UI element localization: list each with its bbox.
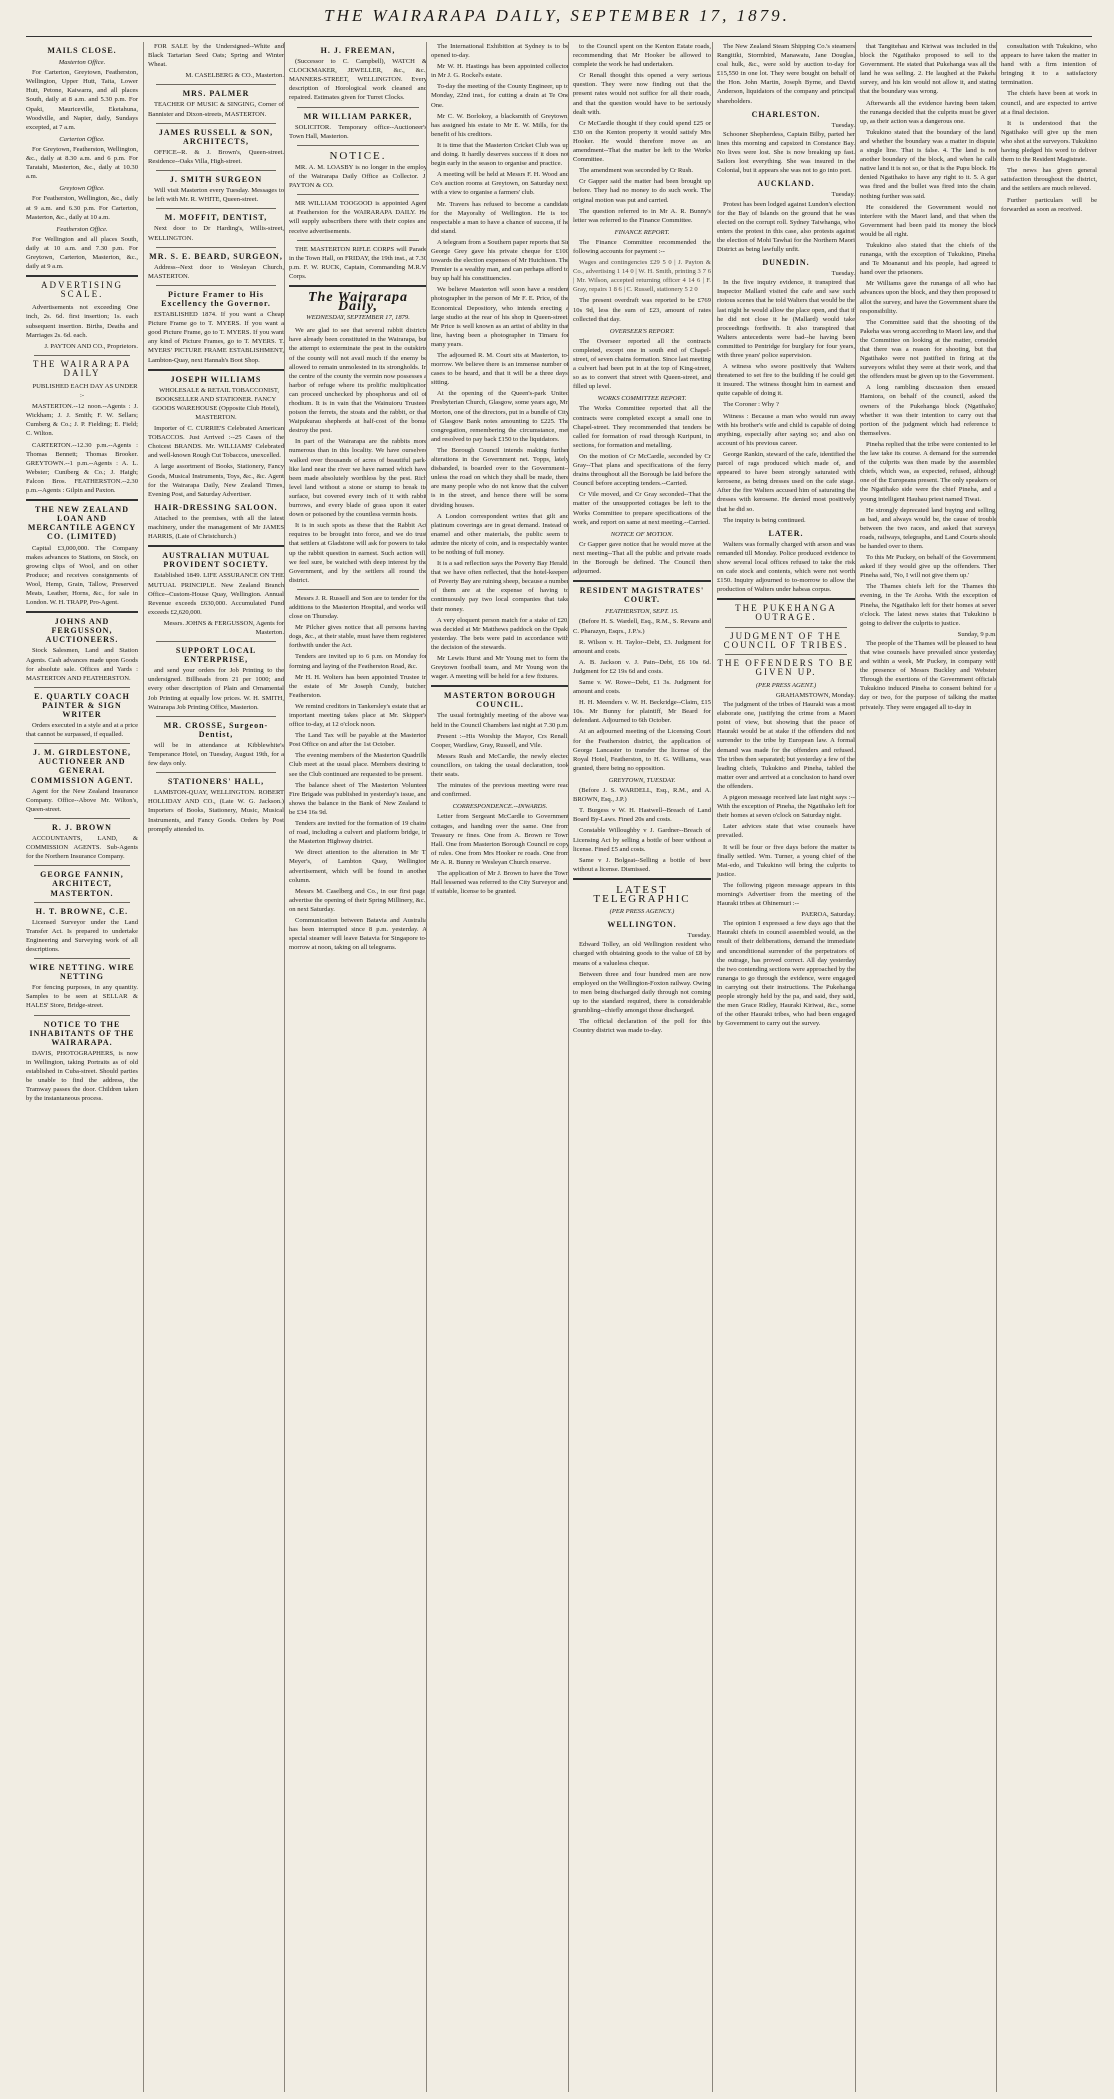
divider bbox=[34, 902, 130, 903]
pukehanga-text: He strongly deprecated land buying and selling, as bad, and always would be, the cause of trouble between the two races, and asked that surveys, roads, railways, telegraphs, and Land Courts should be handed over to them. bbox=[860, 506, 997, 550]
council-text: The question referred to in Mr A. R. Bunny's letter was referred to the Finance Committee. bbox=[573, 207, 711, 224]
pukehanga-text: The people of the Thames will be pleased to hear that wise counsels have prevailed since yesterday, and within a week, Mr Puckey, in company with the presence of Messrs Buckley and Webster. Through the exertions of the Government officials Tukukino induced Pineha to consent behind for a day or two, for the purpose of talking the matter privately. They were engaged all to-day in bbox=[860, 639, 997, 711]
divider bbox=[34, 1015, 130, 1016]
sunday-label: Sunday, 9 p.m. bbox=[957, 630, 997, 638]
divider bbox=[297, 107, 419, 108]
divider bbox=[717, 598, 855, 600]
divider bbox=[725, 627, 847, 628]
works-report-subheading: WORKS COMMITTEE REPORT. bbox=[597, 395, 687, 403]
greytown-date: GREYTOWN, TUESDAY. bbox=[608, 776, 676, 784]
news-item: The adjourned R. M. Court sits at Masterton, to-morrow. We believe there is an immense number of cases to be heard, and that it will be a three days' sitting. bbox=[431, 352, 569, 387]
news-item: The International Exhibition at Sydney is to be opened to-day. bbox=[431, 43, 569, 60]
divider bbox=[725, 654, 847, 655]
girdlestone-heading: J. M. GIRDLESTONE, AUCTIONEER AND GENERAL COMMISSION AGENT. bbox=[30, 748, 134, 785]
divider bbox=[156, 123, 276, 124]
news-item: A very eloquent person match for a stake of £20, was decided at Mr Matthews paddock on the Opaki yesterday. The bets were paid in accordance with the decision of the stewards. bbox=[431, 616, 569, 651]
dunedin-subheading: DUNEDIN. bbox=[762, 258, 810, 268]
wire-netting-heading: WIRE NETTING. WIRE NETTING bbox=[29, 963, 135, 982]
davis-photographers-text: DAVIS, PHOTOGRAPHERS, is now in Wellington, taking Portraits as of old established in Cuba-street. Should parties be unable to find the address, the Tramway passes the door. Children taken by the instantaneous process. bbox=[26, 1049, 138, 1103]
press-agency-note: (PER PRESS AGENCY.) bbox=[609, 908, 675, 916]
moffit-text: Next door to Dr Harding's, Willis-street, WELLINGTON. bbox=[148, 225, 284, 242]
column-8 bbox=[996, 42, 1097, 2092]
day-label: Tuesday. bbox=[831, 121, 855, 129]
council-text: The Finance Committee recommended the following accounts for payment :-- bbox=[573, 238, 711, 255]
council-text: The amendment was seconded by Cr Rush. bbox=[579, 167, 694, 175]
other-agents: CARTERTON.--12.30 p.m.--Agents : Thomas Bennett; Thomas Brooker. GREYTOWN.--1 p.m.--Agents : A. L. Webster; Cuniberg & Co.; J. Haigh; Falcon Bros. FEATHERSTON.--2.30 p.m.--Agents : Gilpin and Paxton. bbox=[26, 441, 138, 495]
notice-heading: NOTICE. bbox=[329, 149, 387, 162]
news-item: A telegram from a Southern paper reports that Sir George Grey gave his private cheque for £100 towards the election expenses of Mr Hutchison. The Premier is a wealthy man, and can perhaps afford to buy up half his constituencies. bbox=[431, 238, 569, 283]
brown-heading: R. J. BROWN bbox=[52, 822, 112, 832]
telegram-text: In the five inquiry evidence, it transpired that Inspector Mallard visited the cafe and saw such riotous scenes that he told Walters that would be the last night he would allow the place open, and that if he did not close it he (Mallard) would take proceedings forthwith. It also transpired that Walters antecedents were bad--he having been committed to Pentridge for burglary for four years, with three years' police supervision. bbox=[717, 279, 855, 359]
telegram-text: The Coroner : Why ? bbox=[723, 401, 779, 409]
johns-fergusson-text: Stock Salesmen, Land and Station Agents. Cash advances made upon Goods for absolute sale. Offices and Yards : MASTERTON AND FEATHERSTON. bbox=[26, 647, 138, 682]
news-item: Mr. Travers has refused to become a candidate for the Mayoralty of Wellington. He is too respectable a man to have a chance of success, if he did stand. bbox=[431, 200, 569, 235]
divider bbox=[289, 285, 427, 287]
divider bbox=[148, 369, 284, 371]
column-5 bbox=[568, 42, 711, 2092]
council-text: The Overseer reported all the contracts completed, except one in south end of Chapel-street, of seven chains formation. Since last meeting a culvert had been put in at the top of King-street, so as to convert that street with Queen-street, and filled up level. bbox=[573, 337, 711, 391]
telegram-text: Schooner Shepherdess, Captain Bilby, parted her lines this morning and capsized in Constance Bay. No lives were lost. She is now breaking up fast. Sailors lost everything. She was insured in the Colonial, but it appears she was not to go into port. bbox=[717, 130, 855, 175]
divider bbox=[26, 611, 138, 613]
council-text: Letter from Sergeant McCardle to Government cottages, and handing over the same. One from Treasury re fines. One from A. Brown re Town Hall. One from Masterton Borough Council re copy of rules. One from Mrs Hooker re roads. One from Mr A. R. Bunny re Wesleyan Church reserve. bbox=[431, 813, 569, 866]
court-text: A. B. Jackson v. J. Pain--Debt, £6 10s 6d. Judgment for £2 19s 6d and costs. bbox=[573, 658, 711, 675]
telegram-text: The inquiry is being continued. bbox=[723, 516, 806, 524]
support-enterprise-heading: SUPPORT LOCAL ENTERPRISE, bbox=[175, 646, 257, 665]
amp-text: Established 1849. LIFE ASSURANCE ON THE MUTUAL PRINCIPLE. New Zealand Branch Office--Custom-House Quay, Wellington. Annual Revenue exceeds £630,000. Accumulated Fund exceeds £2,620,000. bbox=[148, 572, 284, 616]
smith-surgeon-heading: J. SMITH SURGEON bbox=[169, 175, 263, 185]
featherston-mail-times: For Wellington and all places South, daily at 10 a.m. and 7.30 p.m. For Greytown, Carterton, Masterton, &c., daily at 9 a.m. bbox=[26, 235, 138, 271]
russell-heading: JAMES RUSSELL & SON, ARCHITECTS, bbox=[158, 127, 274, 146]
divider bbox=[156, 84, 276, 85]
telegram-text: Between three and four hundred men are now employed on the Wellington-Foxton railway. Owing to men being discharged daily through not coming up to the standard required, there is considerable grumbling--chiefly amongst those discharged. bbox=[573, 970, 711, 1014]
loan-agency-text: Capital £3,000,000. The Company makes advances to Stations, on Stock, on growing clips of Wool, and on other Produce; and receives consignments of Wool, Hemp, Grain, Tallow, Preserved Meats, Leather, Horns, &c., for sale in London. W. H. TRAPP, Pro-Agent. bbox=[26, 544, 138, 607]
hairdressing-text: Attached to the premises, with all the latest machinery, under the management of Mr JAMES HARRIS, (Late of Christchurch.) bbox=[148, 514, 284, 541]
news-item: A London correspondent writes that gilt and platinum coverings are in great demand. Instead of enamel and other materials, the public seem to admire the nicety of coin, and is respectably wanted to be nothing of full money. bbox=[431, 512, 569, 556]
divider bbox=[297, 194, 419, 195]
johns-fergusson-heading: JOHNS AND FERGUSSON, AUCTIONEERS. bbox=[45, 617, 119, 645]
news-item: It is a sad reflection says the Poverty Bay Herald, that we have often reflected, that the hotel-keepers of Poverty Bay are ruining sheep, because a number of them are at the expense of having to continuously pay two local companies that take their money. bbox=[431, 560, 569, 613]
pukehanga-text: A pigeon message received late last night says :--With the exception of Pineha, the Ngatihako left for their homes at seven o'clock on Saturday night. bbox=[717, 794, 855, 820]
news-item: Tenders are invited for the formation of 19 chains of road, including a culvert and platform bridge, in the Masterton Highway district. bbox=[289, 820, 427, 846]
news-item: Messrs M. Caselberg and Co., in our first page, advertise the opening of their Spring Millinery, &c., on next Saturday. bbox=[289, 887, 427, 913]
court-text: Same v J. Bolgeat--Selling a bottle of beer without a license. Dismissed. bbox=[573, 856, 711, 873]
divider bbox=[156, 208, 276, 209]
pukehanga-text: that Tangitehau and Kiriwai was included in the block the Ngatihako proposed to sell to the Government. He stated that Pukehanga was all the land he was selling. 2. He laughed at the Pakeha survey, and his kin would not allow it, and stating that the boundary was wrong. bbox=[860, 43, 997, 96]
stationers-hall-heading: STATIONERS' HALL, bbox=[167, 777, 265, 787]
divider bbox=[26, 275, 138, 277]
freeman-heading: H. J. FREEMAN, bbox=[320, 46, 396, 55]
news-item: Mr Pilcher gives notice that all persons having dogs, &c., at their stable, must have them registered forthwith under the Act. bbox=[289, 624, 427, 650]
wire-netting-text: For fencing purposes, in any quantity. Samples to be seen at SELLAR & HALES' Store, Bridge-street. bbox=[26, 984, 138, 1010]
auckland-subheading: AUCKLAND. bbox=[757, 179, 815, 189]
court-text: (Before H. S. Wardell, Esq., R.M., S. Revans and C. Pharazyn, Esqrs., J.P.'s.) bbox=[573, 618, 711, 635]
column-3 bbox=[284, 42, 427, 2092]
court-text: Same v. W. Rowe--Debt, £1 3s. Judgment for amount and costs. bbox=[573, 679, 711, 696]
news-item: The evening members of the Masterton Quadrille Club meet at the usual place. Members desiring to see the Club continued are requested to be present. bbox=[289, 752, 427, 778]
court-text: At an adjourned meeting of the Licensing Court for the Featherston district, the application of George Lancaster to transfer the license of the Royal Hotel, Featherston, to H. G. Williams, was granted, there being no opposition. bbox=[573, 728, 711, 772]
divider bbox=[297, 240, 419, 241]
stationers-hall-text: LAMBTON-QUAY, WELLINGTON. ROBERT HOLLIDAY AND CO., (Late W. G. Jackson.) Importers of Books, Stationery, Music, Musical Instruments, and Fancy Goods. Orders by Post promptly attended to. bbox=[148, 789, 284, 833]
williams-tobacco-text: Importer of C. CURRIE'S Celebrated American TOBACCOS. Just Arrived :--25 Cases of the Choicest BRANDS. Mr. WILLIAMS' Celebrated and well-known Rough Cut Tobaccos, unexcelled. bbox=[148, 425, 284, 460]
grahamstown-label: GRAHAMSTOWN, Monday. bbox=[775, 692, 855, 699]
telegram-text: Walters was formally charged with arson and was remanded till Monday. Police produced evidence to show several local offices refused to take the risk on cafe stock and contents, which were not worth £150. Inquiry adjourned to to-morrow to allow the production of Walters under habeas corpus. bbox=[717, 540, 855, 594]
joseph-williams-heading: JOSEPH WILLIAMS bbox=[170, 374, 262, 384]
pukehanga-text: Tukukino stated that the boundary of the land, and whether the boundary was a matter in dispute, a single line. That is false. 4. The land is not another boundary of the block, and when he calls native land it is not so, or that is the Pupu block. He denied Ngatihako to have any right to it. 5. A gun was fired and the bullet was fired into the chain, nothing further was said. bbox=[860, 128, 997, 200]
column-2 bbox=[143, 42, 284, 2092]
divider bbox=[34, 818, 130, 819]
pukehanga-text: He considered the Government would not interfere with the Maori land, and that when the Government had been paid its money the block would be all right. bbox=[860, 203, 997, 238]
fannin-heading: GEORGE FANNIN, ARCHITECT, MASTERTON. bbox=[40, 870, 124, 898]
editorial-date: WEDNESDAY, SEPTEMBER 17, 1879. bbox=[306, 314, 410, 322]
council-text: The Works Committee reported that all the contracts were completed except a small one in Chapel-street. They recommended that tenders be called for formation of road through Kuripuni, in sections, for formation and metalling. bbox=[573, 405, 711, 449]
toogood-notice: MR WILLIAM TOOGOOD is appointed Agent at Featherston for the WAIRARAPA DAILY. He will supply subscribers there with their copies and receive advertisements. bbox=[289, 200, 427, 235]
rm-court-heading: RESIDENT MAGISTRATES' COURT. bbox=[579, 586, 705, 605]
divider bbox=[156, 772, 276, 773]
pukehanga-text: It will be four or five days before the matter is finally settled. Wm. Turner, a young chief of the Mai-edo, and Tukukino will bring the culprits to justice. bbox=[717, 843, 855, 878]
featherston-office-subheading: Featherston Office. bbox=[56, 225, 108, 233]
divider bbox=[431, 685, 569, 687]
divider bbox=[156, 285, 276, 286]
wellington-subheading: WELLINGTON. bbox=[607, 920, 677, 930]
borough-council-heading: MASTERTON BOROUGH COUNCIL. bbox=[444, 691, 556, 710]
pukehanga-text: Later advices state that wise counsels have prevailed. bbox=[717, 823, 855, 840]
divider bbox=[573, 878, 711, 880]
divider bbox=[156, 716, 276, 717]
pukehanga-text: The opinion I expressed a few days ago that the Hauraki chiefs in council assembled would, as the result of their deliberations, demand the immediate and unconditional surrender of the perpetrators of the outrage, has proved correct. All day yesterday the two contending sections were approached by the runanga to go through the evidence, were engaged in carrying out their instructions. The Pukehanga people strongly held by the pa, and said, they said, the men Grace Ridley, Hauraki Kiriwai, &c., some of the other Hauraki tribes, who had been engaged by Government to carry out the survey. bbox=[717, 920, 855, 1028]
council-text: Cr Renall thought this opened a very serious question. They were now finding out that the present rates would not suffice for all their roads, and that the question would have to be seriously dealt with. bbox=[573, 72, 711, 116]
loan-agency-heading: THE NEW ZEALAND LOAN AND MERCANTILE AGENCY CO. (LIMITED) bbox=[27, 505, 137, 542]
news-item: We remind creditors in Tankersley's estate that an important meeting takes place at Mr. Skipper's office to-day, at 12 o'clock noon. bbox=[289, 702, 427, 729]
notice-inhabitants-heading: NOTICE TO THE INHABITANTS OF THE WAIRARAPA. bbox=[29, 1019, 135, 1047]
charleston-subheading: CHARLESTON. bbox=[751, 109, 821, 119]
news-item: The Land Tax will be payable at the Masterton Post Office on and after the 1st October. bbox=[289, 732, 427, 749]
news-item: A meeting will be held at Messrs F. H. Wood and Co's auction rooms at Greytown, on Saturday next, with a view to organise a farmers' club. bbox=[431, 171, 569, 197]
editorial-p2: In part of the Wairarapa are the rabbits more numerous than in this locality. We have ourselves walked over thousands of acres of beautiful park-like land near the river we have named which have been made absolutely worthless by the pest. Rich level land without a stone or stump to break its surface, but covered every inch of it with rabbit burrows, and every blade of grass upon it eaten down or poisoned by the countless vermin hosts. bbox=[289, 438, 427, 519]
editorial-masthead: The Wairarapa Daily, bbox=[308, 289, 408, 315]
news-item: Tenders are invited up to 6 p.m. on Monday for forming and laying of the Featherston Road, &c. bbox=[289, 653, 427, 670]
court-text: T. Burgess v W. H. Hastwell--Breach of Land Board By-Laws. Fined 20s and costs. bbox=[573, 807, 711, 824]
caselberg-signature: M. CASELBERG & CO., Masterton. bbox=[185, 72, 284, 80]
russell-text: OFFICE--R. & J. Brown's, Queen-street. Residence--Oaks Villa, High-street. bbox=[148, 148, 284, 165]
council-text: The usual fortnightly meeting of the above was held in the Council Chambers last night at 7.30 p.m. bbox=[431, 712, 569, 729]
proprietors: J. PAYTON AND CO., Proprietors. bbox=[44, 342, 138, 350]
accounts-list: Wages and contingencies £29 5 0 | J. Payton & Co., advertising 1 14 0 | W. H. Smith, printing 3 7 6 | Mr. Wilson, accepted returning officer 4 14 6 | F. Gray, repairs 1 8 6 | C. Russell, stationery 5 2 0 bbox=[573, 259, 711, 294]
freeman-text: (Successor to C. Campbell), WATCH & CLOCKMAKER, JEWELLER, &c., &c., MANNERS-STREET, WELLINGTON. Every description of Horological work cleaned and repaired. Estimates given for Turret Clocks. bbox=[289, 58, 427, 102]
news-item: Mr H. H. Wolters has been appointed Trustee in the estate of Mr Joseph Cundy, butcher, Featherston. bbox=[289, 673, 427, 699]
picture-framer-heading: Picture Framer to His Excellency the Governor. bbox=[161, 289, 271, 308]
pukehanga-text: Afterwards all the evidence having been taken, the runanga decided that the culprits must be given up, as their action was a dangerous one. bbox=[860, 99, 997, 125]
news-item: We direct attention to the alteration in Mr T. Meyer's, of Lambton Quay, Wellington advertisement, which will be found in another column. bbox=[289, 849, 427, 884]
hairdressing-heading: HAIR-DRESSING SALOON. bbox=[154, 502, 278, 512]
news-item: Mr C. W. Borlokoy, a blacksmith of Greytown, has assigned his estate to Mr E. W. Mills, for the benefit of his creditors. bbox=[431, 112, 569, 138]
brown-text: ACCOUNTANTS, LAND, & COMMISSION AGENTS. Sub-Agents for the Northern Insurance Company. bbox=[26, 835, 138, 861]
press-agent-note: (PER PRESS AGENT.) bbox=[755, 681, 817, 689]
advertising-scale-text: Advertisements not exceeding One inch, 2s. 6d. first insertion; 1s. each subsequent insertion. Births, Deaths and Marriages 2s. 6d. each. bbox=[26, 304, 138, 339]
divider bbox=[34, 743, 130, 744]
quartly-heading: E. QUARTLY COACH PAINTER & SIGN WRITER bbox=[34, 691, 130, 719]
council-text: to the Council spent on the Kenton Estate roads, recommending that Mr Hooker be allowed to complete the work he had undertaken. bbox=[573, 43, 711, 69]
council-text: Present :--His Worship the Mayor, Crs Renall, Cooper, Wardlaw, Gray, Russell, and Vile. bbox=[431, 732, 569, 749]
pukehanga-text: The Thames chiefs left for the Thames this evening, in the Te Aroha. With the exception of Pineha, the Ngatihako left for their homes at seven o'clock. The latest news states that Tukukino is going to deliver the culprits to justice. bbox=[860, 583, 997, 627]
latest-telegraphic-heading: LATEST TELEGRAPHIC bbox=[593, 883, 691, 905]
council-text: On the motion of Cr McCardle, seconded by Cr Gray--That plans and specifications of the ferry drains throughout all the Borough be laid before the Council before accepting tenders.--Carried. bbox=[573, 452, 711, 488]
support-enterprise-text: and send your orders for Job Printing to the undersigned. Billheads from 21 per 1000; and every other description of Plain and Ornamental Job Printing at equally low prices. W. H. SMITH, Wairarapa Job Printing Office, Masterton. bbox=[148, 667, 284, 711]
news-item: The balance sheet of The Masterton Volunteer Fire Brigade was published in yesterday's issue, and shows the balance in the Bank of New Zealand to be £34 16s 9d. bbox=[289, 781, 427, 816]
williams-subtitle: WHOLESALE & RETAIL TOBACCONIST, BOOKSELLER AND STATIONER. FANCY GOODS WAREHOUSE (Opposite Club Hotel), MASTERTON. bbox=[152, 386, 280, 421]
loasby-notice: MR. A. M. LOASBY is no longer in the employ of the Wairarapa Daily Office as Collector. J. PAYTON & CO. bbox=[289, 163, 427, 190]
crosse-text: will be in attendance at Kibblewhite's Temperance Hotel, on Tuesday, August 19th, for a few days only. bbox=[148, 741, 284, 768]
pukehanga-text: The chiefs have been at work in council, and are expected to arrive at a final decision. bbox=[1001, 90, 1097, 116]
offenders-heading: THE OFFENDERS TO BE GIVEN UP. bbox=[717, 657, 855, 677]
court-text: (Before J. S. WARDELL, Esq., R.M., and A. BROWN, Esq., J.P.) bbox=[573, 787, 711, 804]
myers-text: ESTABLISHED 1874. If you want a Cheap Picture Frame go to T. MYERS. If you want a good Picture Frame, go to T. MYERS. If you want any kind of Picture Frames, go to T. MYERS. T. MYERS' PICTURE FRAME ESTABLISHMENT, Lambton-Quay, next Hannah's Boot Shop. bbox=[148, 311, 284, 364]
mrs-palmer-text: TEACHER OF MUSIC & SINGING, Corner of Bannister and Dixon-streets, MASTERTON. bbox=[148, 101, 284, 118]
telegram-text: Edward Tolley, an old Wellington resident who charged with obtaining goods to the value of £8 by means of a valueless cheque. bbox=[573, 941, 711, 967]
mrs-palmer-heading: MRS. PALMER bbox=[182, 89, 250, 99]
pukehanga-text: Tukukino also stated that the chiefs of the runanga, with the exception of Tukukino, Pineha, and Te Moananui and his people, had agreed to hand over the prisoners. bbox=[860, 241, 997, 277]
williams-goods-text: A large assortment of Books, Stationery, Fancy Goods, Musical Instruments, Toys, &c., &c. Agent for the Wairarapa Daily, New Zealand Times, Evening Post, and Saturday Advertiser. bbox=[148, 463, 284, 498]
tuesday-label: Tuesday. bbox=[687, 932, 711, 940]
moffit-heading: M. MOFFIT, DENTIST, bbox=[164, 213, 268, 223]
parker-heading: MR WILLIAM PARKER, bbox=[303, 111, 413, 121]
court-text: Constable Willoughby v J. Gardner--Breach of Licensing Act by selling a bottle of beer without a license. Fined £5 and costs. bbox=[573, 827, 711, 853]
divider bbox=[34, 865, 130, 866]
judgment-heading: JUDGMENT OF THE COUNCIL OF TRIBES. bbox=[723, 630, 849, 650]
column-6 bbox=[712, 42, 855, 2092]
carterton-office-subheading: Carterton Office. bbox=[59, 135, 105, 143]
overseer-report-subheading: OVERSEER'S REPORT. bbox=[609, 327, 675, 335]
news-item: Messrs J. R. Russell and Son are to tender for the additions to the Masterton Hospital, and works will close on Thursday. bbox=[289, 594, 427, 621]
news-item: At the opening of the Queen's-park United Presbyterian Church, Glasgow, some years ago, Mr. Morton, one of the directors, put in a bundle of City of Glasgow Bank notes amounting to £225. The congregation, remembering the circumstance, met and resolved to pay back £150 to the liquidators. bbox=[431, 390, 569, 443]
telegram-text: The official declaration of the poll for this Country district was made to-day. bbox=[573, 1018, 711, 1035]
court-text: H. H. Meenders v. W. H. Beckridge--Claim, £15 10s. Mr Bunny for plaintiff, Mr Beard for defendant. Adjourned to 6th October. bbox=[573, 699, 711, 725]
column-4 bbox=[426, 42, 569, 2092]
notice-of-motion-subheading: NOTICE OF MOTION. bbox=[610, 530, 674, 538]
news-item: It is time that the Masterton Cricket Club was up and doing. It hardly deserves success if it does not begin early in the season to organise and practice. bbox=[431, 141, 569, 168]
pukehanga-text: The following pigeon message appears in this morning's Advertiser from the meeting of the Hauraki tribes at Ohinemuri :-- bbox=[717, 881, 855, 908]
pukehanga-text: The news has given general satisfaction throughout the district, and the settlers are much relieved. bbox=[1001, 167, 1097, 193]
divider bbox=[34, 687, 130, 688]
girdlestone-text: Agent for the New Zealand Insurance Company. Office--Above Mr. Wilton's, Queen-street. bbox=[26, 787, 138, 813]
pukehanga-heading: THE PUKEHANGA OUTRAGE. bbox=[735, 603, 837, 623]
quartly-text: Orders executed in a style and at a price that cannot be surpassed, if equalled. bbox=[26, 722, 138, 739]
beard-text: Address--Next door to Wesleyan Church, MASTERTON. bbox=[148, 263, 284, 280]
finance-report-subheading: FINANCE REPORT. bbox=[614, 228, 670, 236]
amp-agents: Messrs. JOHNS & FERGUSSON, Agents for Masterton. bbox=[163, 619, 284, 636]
news-item: The Borough Council intends making further alterations in the Government net. Topps, lately disbanded, is boarded over to the Government--unless the road on which they shall be made, there are many people who do not know that the culvert is in the street, and hence there will be some dividing houses. bbox=[431, 446, 569, 509]
news-item: Mr Lewis Hurst and Mr Young met to form the Greytown football team, and Mr Young won the wager. A meeting will be held for a few fixtures. bbox=[431, 655, 569, 681]
wairarapa-daily-heading: THE WAIRARAPA DAILY bbox=[32, 358, 132, 378]
masthead-title: THE WAIRARAPA DAILY, SEPTEMBER 17, 1879. bbox=[324, 6, 790, 25]
pukehanga-text: The Committee said that the shooting of the Pakeha was wrong according to Maori law, and that the Committee on looking at the matter, consider that there was a reason for shooting, but that Ngatihako were not justified in firing at the surveyors whilst they were at their work, and that the offenders must be given up to the Government. bbox=[860, 318, 997, 381]
carterton-mail-times: For Greytown, Featherston, Wellington, &c., daily at 8.30 a.m. and 6 p.m. For Taratahi, Masterton, &c., daily at 10.30 a.m. bbox=[26, 145, 138, 181]
council-text: Cr Gapper said the matter had been brought up before. They had no money to do such work. The original motion was put and carried. bbox=[573, 178, 711, 204]
beard-heading: MR. S. E. BEARD, SURGEON, bbox=[149, 251, 283, 261]
crosse-heading: MR. CROSSE, Surgeon-Dentist, bbox=[163, 720, 269, 739]
advertising-scale-heading: ADVERTISING SCALE. bbox=[41, 280, 123, 300]
telegram-text: Witness : Because a man who would run away with his brother's wife and child is capable of doing anything, especially after saying so; and also on account of his previous career. bbox=[717, 412, 855, 447]
divider bbox=[26, 499, 138, 501]
masterton-agents: MASTERTON.--12 noon.--Agents : J. Wickham; J. J. Smith; F. W. Sellars; Cumberg & Co.; J. P. Fielding; E. Field; C. Wilton. bbox=[26, 403, 138, 438]
pukehanga-text: Pineha replied that the tribe were contented to let the law take its course. A demand for the surrender of the culprits was then made by the assembled chiefs, which was, as expected, refused, although one of the Europeans present. The only speakers on the Ngatihako side were the chief Pineha, and a young intelligent Hauhau priest named Tiwai. bbox=[860, 440, 997, 503]
divider bbox=[34, 355, 130, 356]
divider bbox=[297, 145, 419, 146]
paeroa-label: PAEROA, Saturday. bbox=[801, 911, 855, 919]
divider bbox=[573, 580, 711, 582]
divider bbox=[34, 958, 130, 959]
news-item: Communication between Batavia and Australia has been interrupted since 8 p.m. yesterday. A special steamer will leave Batavia for Singapore to-morrow at noon, taking on all telegrams. bbox=[289, 916, 427, 952]
council-text: Cr Gapper gave notice that he would move at the next meeting--That all the public and private roads in the Borough be defined. The Council then adjourned. bbox=[573, 540, 711, 576]
browne-heading: H. T. BROWNE, C.E. bbox=[35, 906, 129, 916]
masthead-rule bbox=[26, 36, 1092, 37]
council-text: Cr Vile moved, and Cr Gray seconded--That the matter of the unsupported cottages be left to the Works Committee to prepare specifications of the work, and report on same at next meeting.--Carried. bbox=[573, 491, 711, 526]
pukehanga-text: A long rambling discussion then ensued. Hamiora, on behalf of the council, asked the owners of the Pukehanga block (Ngatihako) whether it was their intention to carry out that portion of the judgment which had reference to themselves. bbox=[860, 384, 997, 437]
rifle-corps-notice: THE MASTERTON RIFLE CORPS will Parade in the Town Hall, on FRIDAY, the 19th inst., at 7.30 p.m. F. W. RUCK, Captain, Commanding M.R.V. Corps. bbox=[289, 245, 427, 280]
column-7 bbox=[855, 42, 997, 2092]
pukehanga-text: Mr Williams gave the runanga of all who had advances upon the block, and they then proposed to allot the survey, and have the Government share the responsibility. bbox=[860, 280, 997, 315]
masterton-mail-times: For Carterton, Greytown, Featherston, Wellington, Upper Hutt, Taita, Lower Hutt, Petone, Kaiwarra, and all places South, daily at 8 a.m. and 5.30 p.m. For Opaki, Mauriceville, Eketahuna, Woodville, and Napier, daily, Sundays excepted, at 7 a.m. bbox=[26, 69, 138, 131]
editorial-p1: We are glad to see that several rabbit districts have already been constituted in the Wairarapa, but the attempt to exterminate the pest in the outskirts of the county will not avail much if the enemy be allowed to remain unmolested in its strongholds. In the centre of the county the vermin now possesses a harbor of refuge where its prolific multiplication can proceed unchecked by phosphorus and oil of rhodium. It is in vain that the Wainuioru Trustees poison the ferrets, the stoats and the rabbit, or that Waipukurau shepherds at half-cost of the bonus destroy the pest. bbox=[289, 327, 427, 435]
telegram-text: A witness who swore positively that Walters threatened to set fire to the building if he could get it insured. The witness thought him in earnest and quite capable of doing it. bbox=[717, 363, 855, 398]
for-sale-text: FOR SALE by the Undersigned--White and Black Tartarian Seed Oats; Spring and Winter Wheat. bbox=[148, 43, 284, 69]
smith-surgeon-text: Will visit Masterton every Tuesday. Messages to be left with Mr. R. WHITE, Queen-street. bbox=[148, 187, 284, 204]
pukehanga-text: To this Mr Puckey, on behalf of the Government, asked if they would give up the offenders. Then Pineha said, 'No, I will not give them up.' bbox=[860, 554, 997, 580]
pukehanga-text: It is understood that the Ngatihako will give up the men who shot at the surveyors. Tukukino having pledged his word to deliver them to the Resident Magistrate. bbox=[1001, 119, 1097, 164]
council-text: The present overdraft was reported to be £769 10s 9d, less the sum of £23, amount of rates collected that day. bbox=[573, 297, 711, 323]
telegram-text: Protest has been lodged against Lundon's election for the Bay of Islands on the ground that he was elected on the corrupt roll. Sydney Taiwhanga, who enters the protest in this case, also protests against the election of Mohi Tawhai for the Northern Maori District as being lawfully unfit. bbox=[717, 200, 855, 253]
mails-close-heading: MAILS CLOSE. bbox=[47, 46, 117, 55]
featherston-date: FEATHERSTON, SEPT. 15. bbox=[605, 608, 679, 616]
council-text: Cr McCardle thought if they could spend £25 or £30 on the Kenton property it would satisfy Mrs Hooker. He would therefore move as an amendment--That the matter be left to the Works Committee. bbox=[573, 119, 711, 164]
news-item: We believe Masterton will soon have a resident photographer in the person of Mr F. E. Price, of the Economical Depository, who intends erecting a large studio at the rear of his shop in Queen-street. Mr Price is well known as an artist of ability in that line, having been a photographer in Timaru for many years. bbox=[431, 286, 569, 348]
day-label: Tuesday. bbox=[831, 270, 855, 278]
greytown-office-subheading: Greytown Office. bbox=[59, 185, 105, 193]
published-under: PUBLISHED EACH DAY AS UNDER :- bbox=[32, 383, 138, 400]
news-item: Mr W. H. Hastings has been appointed collector in Mr J. G. Rockel's estate. bbox=[431, 63, 569, 80]
masterton-office-subheading: Masterton Office. bbox=[58, 59, 106, 67]
day-label: Tuesday. bbox=[831, 191, 855, 199]
amp-heading: AUSTRALIAN MUTUAL PROVIDENT SOCIETY. bbox=[162, 551, 270, 570]
editorial-p3: It is in such spots as these that the Rabbit Act requires to be brought into force, and we do trust that settlers at Gladstone will ask for powers to take up the rabbit question in earnest. Such action will, we feel sure, be watched with deep interest by the Government, and by the settlers all round the district. bbox=[289, 522, 427, 584]
council-text: Messrs Rush and McCardle, the newly elected councillors, on taking the usual declaration, took their seats. bbox=[431, 752, 569, 779]
later-subheading: LATER. bbox=[768, 528, 804, 538]
pukehanga-text: consultation with Tukukino, who appears to have taken the matter in hand with a firm intention of bringing it to a satisfactory termination. bbox=[1001, 43, 1097, 87]
greytown-mail-times: For Featherston, Wellington, &c., daily at 9 a.m. and 6.30 p.m. For Carterton, Masterton, &c., daily at 10 a.m. bbox=[26, 195, 138, 221]
telegram-text: George Rankin, steward of the cafe, identified the parcel of rags produced which made of, and appeared to have been strongly saturated with kerosene, as being dresses used on the cafe stage. After the fire Walters accused him of saturating the dresses with kerosene. He denied most positively that he did so. bbox=[717, 450, 855, 513]
browne-text: Licensed Surveyor under the Land Transfer Act. Is prepared to undertake Engineering and Surveying work of all descriptions. bbox=[26, 918, 138, 953]
divider bbox=[156, 170, 276, 171]
divider bbox=[297, 589, 419, 590]
divider bbox=[156, 641, 276, 642]
news-item: To-day the meeting of the County Engineer, up to Monday, 22nd inst., for cutting a drain at Te One One. bbox=[431, 83, 569, 109]
masthead bbox=[0, 6, 1114, 32]
column-1 bbox=[26, 42, 138, 2092]
pukehanga-text: The judgment of the tribes of Hauraki was a most elaborate one, justifying the crime from a Maori point of view, but showing that the peace of Hauraki would be at stake if the offenders did not surrender to the tribe by European law. A formal demand was made for the offenders and refused. The tribes then separated; but yesterday a few of the leading chiefs, Tukukino and Pineha, tabled the matter over and arrived at a conclusion to hand over the offenders. bbox=[717, 701, 855, 790]
correspondence-subheading: CORRESPONDENCE.--INWARDS. bbox=[452, 803, 548, 811]
parker-text: SOLICITOR. Temporary office--Auctioneer's Town Hall, Masterton. bbox=[289, 123, 427, 140]
divider bbox=[156, 247, 276, 248]
council-text: The minutes of the previous meeting were read and confirmed. bbox=[431, 782, 569, 799]
divider bbox=[148, 545, 284, 547]
council-text: The application of Mr J. Brown to have the Town Hall lessened was referred to the City Surveyor and, if suitable, license to be granted. bbox=[431, 869, 569, 896]
pukehanga-text: Further particulars will be forwarded as soon as received. bbox=[1001, 196, 1097, 213]
court-text: R. Wilson v. H. Taylor--Debt, £3. Judgment for amount and costs. bbox=[573, 638, 711, 655]
telegram-text: The New Zealand Steam Shipping Co.'s steamers Rangitiki, Stormbird, Manawatu, Jane Douglas, coal hulk, &c., were sold by auction to-day for £15,550 in one lot. They were bought on behalf of the Hon. John Martin, Joseph Byrne, and David Anderson, liquidators of the company and principal shareholders. bbox=[717, 43, 855, 105]
